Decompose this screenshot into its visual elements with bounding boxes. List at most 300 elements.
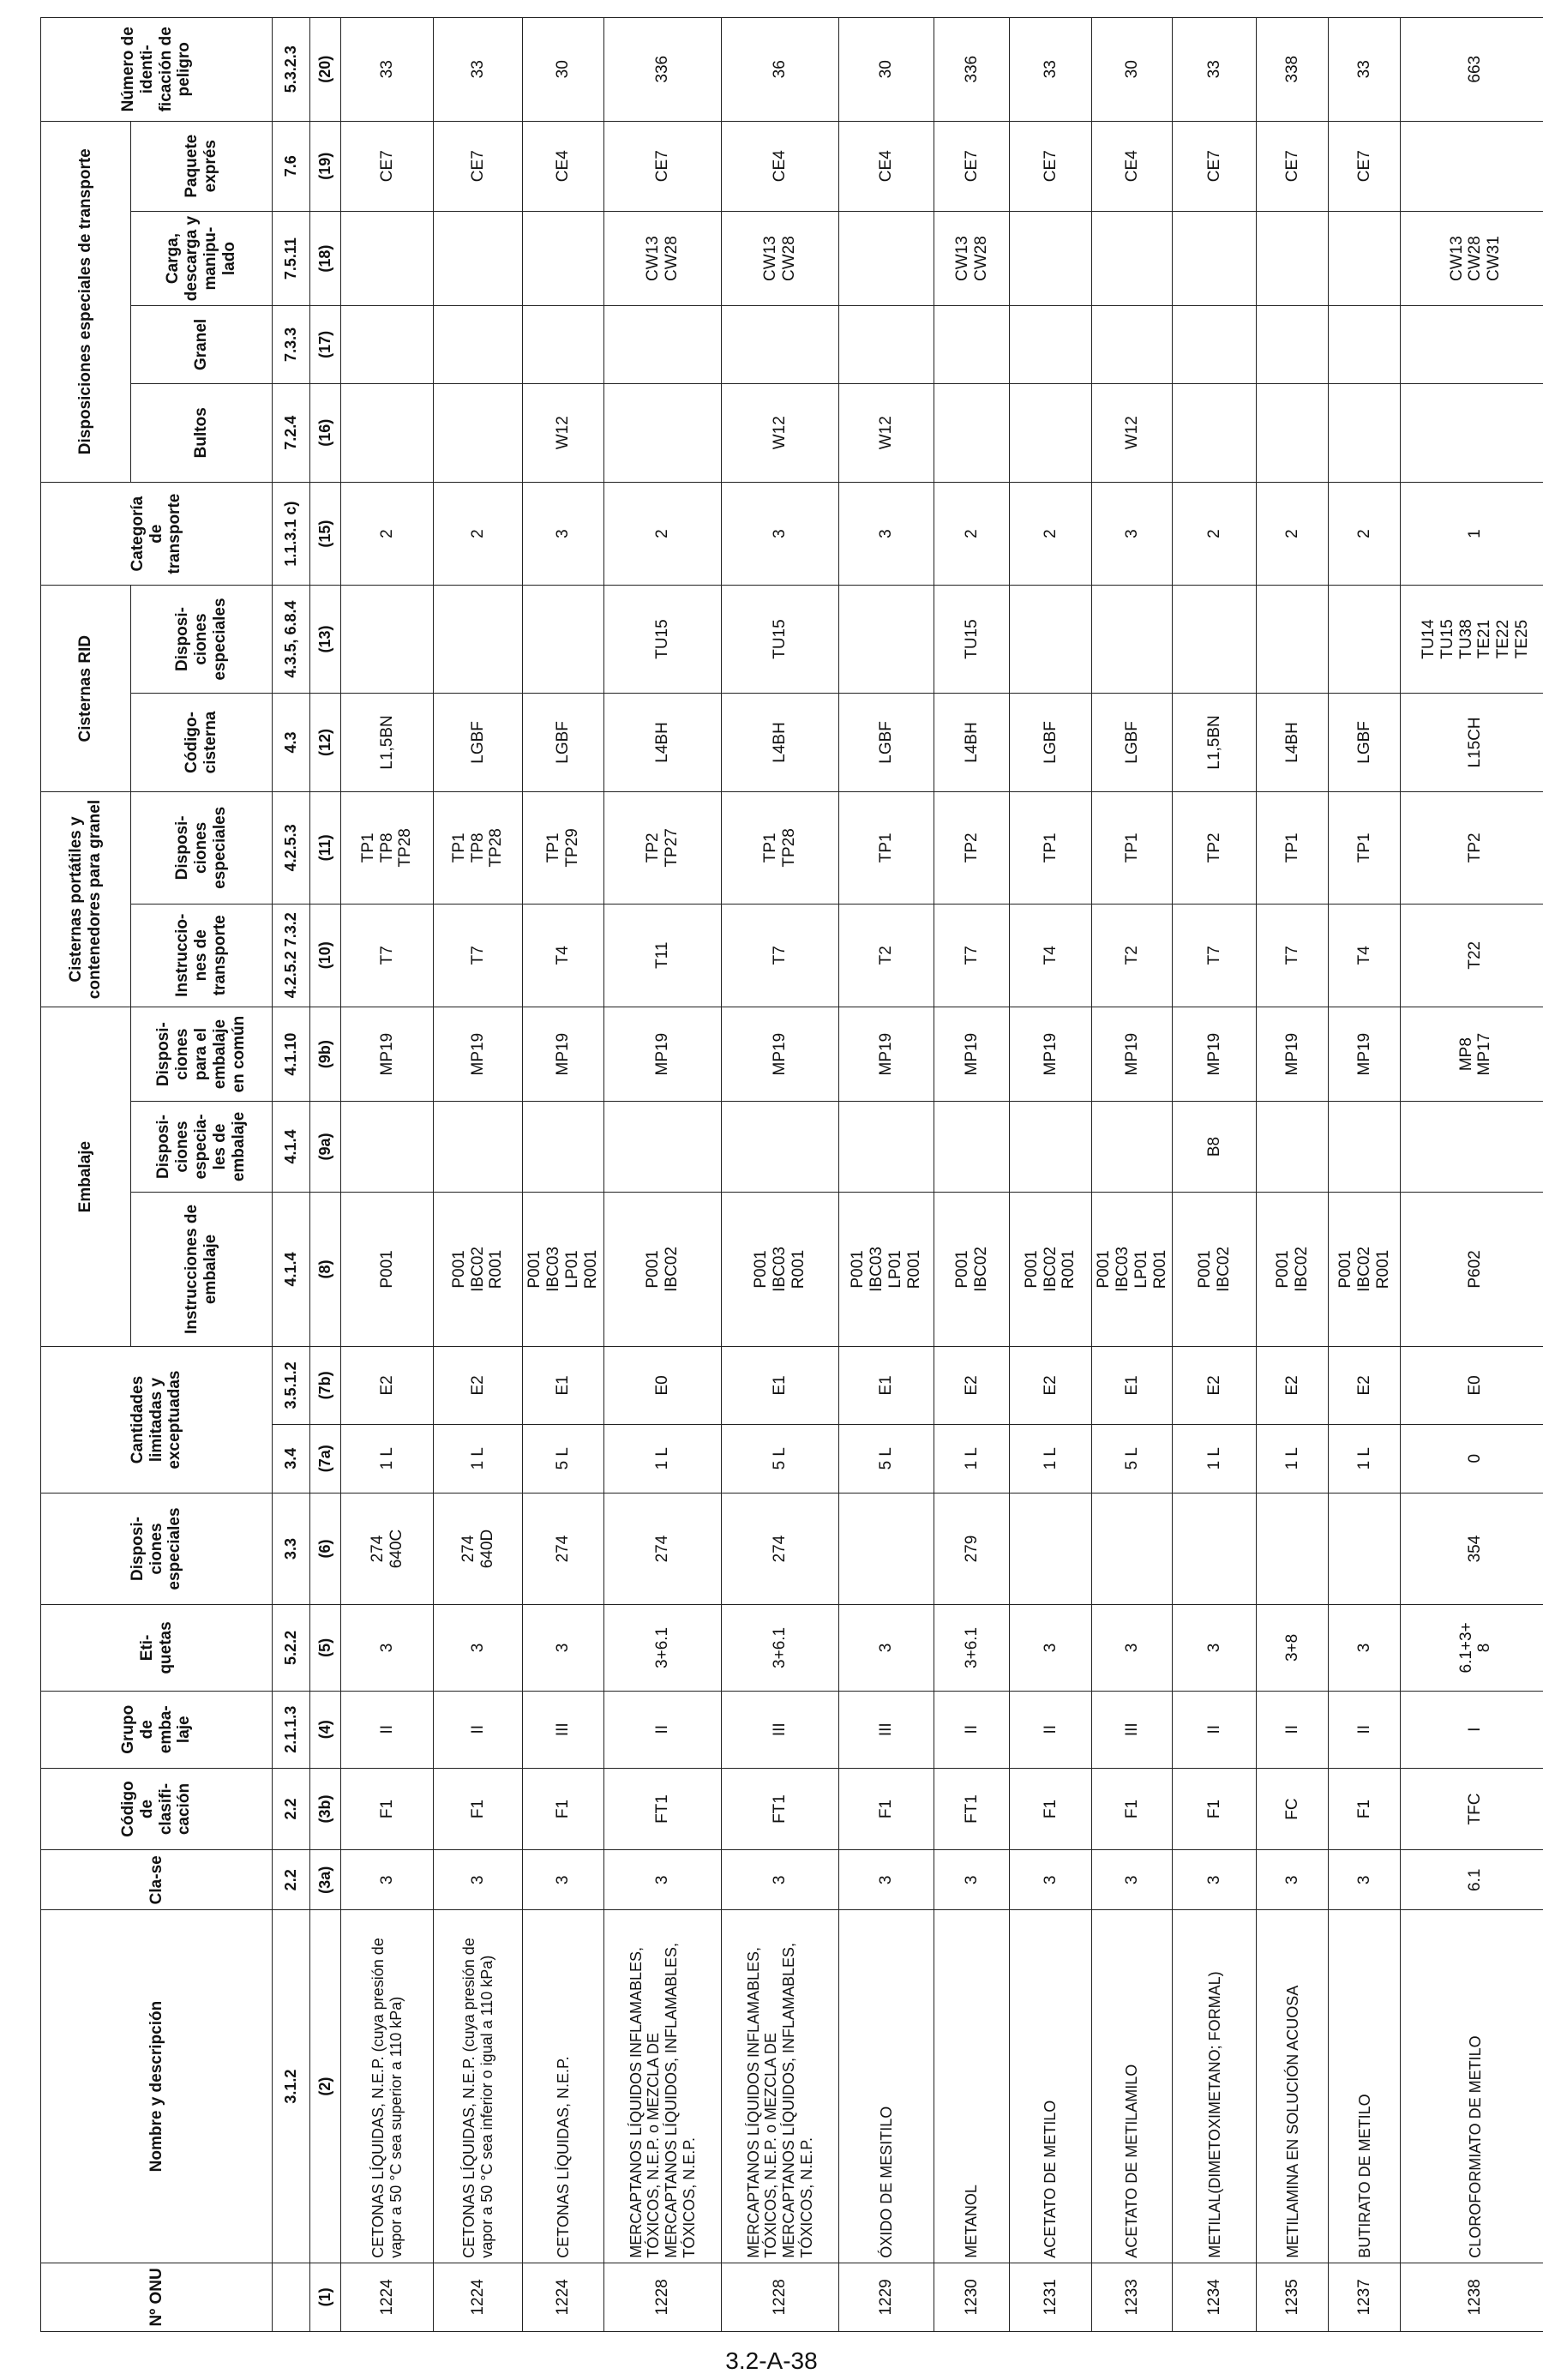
cell-sp — [1257, 1493, 1329, 1604]
ref-cell: 7.6 — [273, 121, 310, 211]
cell-bu — [434, 383, 523, 482]
cell-pp — [523, 1102, 604, 1192]
cell-ce: CE7 — [1257, 121, 1329, 211]
cell-gr — [934, 306, 1010, 383]
table-row — [722, 18, 839, 2332]
cell-eq: E1 — [839, 1347, 934, 1424]
cell-bu — [1173, 383, 1257, 482]
cell-pp — [341, 1102, 434, 1192]
cell-ce: CE4 — [1092, 121, 1173, 211]
cell-cw — [1257, 211, 1329, 305]
header-packing-group: Grupo de emba-laje — [41, 1691, 273, 1768]
cell-eq: E2 — [341, 1347, 434, 1424]
ref-cell: 3.5.1.2 — [273, 1347, 310, 1424]
column-number-cell: (15) — [310, 482, 341, 585]
cell-eq: E1 — [523, 1347, 604, 1424]
rotated-page — [40, 17, 1532, 2332]
column-number-cell: (19) — [310, 121, 341, 211]
header-mixed-packing: Disposi-ciones para el embalaje en común — [131, 1007, 273, 1101]
cell-cat: 2 — [1173, 482, 1257, 585]
ref-cell: 3.1.2 — [273, 1910, 310, 2263]
column-number-cell: (10) — [310, 904, 341, 1007]
cell-bu — [341, 383, 434, 482]
cell-rs — [523, 586, 604, 693]
cell-ce: CE7 — [1173, 121, 1257, 211]
cell-un: 1237 — [1329, 2263, 1401, 2331]
cell-lab: 3 — [1010, 1605, 1092, 1691]
cell-ti: T7 — [341, 904, 434, 1007]
cell-cls: 3 — [1010, 1850, 1092, 1910]
cell-pg: II — [1257, 1691, 1329, 1768]
ref-cell: 1.1.3.1 c) — [273, 482, 310, 585]
column-number-cell: (5) — [310, 1605, 341, 1691]
cell-hz: 663 — [1401, 18, 1543, 122]
header-portable-instructions: Instruccio-nes de transporte — [131, 904, 273, 1007]
table-row — [341, 18, 434, 2332]
cell-pg: II — [434, 1691, 523, 1768]
cell-code: FT1 — [722, 1768, 839, 1849]
ref-cell: 7.2.4 — [273, 383, 310, 482]
cell-tc: L4BH — [722, 693, 839, 791]
cell-name: METILAL(DIMETOXIMETANO; FORMAL) — [1173, 1910, 1257, 2263]
cell-un: 1224 — [523, 2263, 604, 2331]
cell-pp — [1329, 1102, 1401, 1192]
page-number: 3.2-A-38 — [725, 2347, 818, 2374]
cell-pi: P001 IBC02 R001 — [1329, 1192, 1401, 1347]
cell-pp — [1092, 1102, 1173, 1192]
cell-pi: P001 IBC02 R001 — [1010, 1192, 1092, 1347]
cell-lab: 3+6.1 — [934, 1605, 1010, 1691]
cell-sp: 274 — [722, 1493, 839, 1604]
cell-name: BUTIRATO DE METILO — [1329, 1910, 1401, 2263]
cell-lq: 5 L — [1092, 1424, 1173, 1493]
cell-gr — [1257, 306, 1329, 383]
table-row — [523, 18, 604, 2332]
column-number-cell: (2) — [310, 1910, 341, 2263]
cell-gr — [1092, 306, 1173, 383]
cell-ti: T7 — [434, 904, 523, 1007]
cell-cls: 3 — [1173, 1850, 1257, 1910]
table-row — [1010, 18, 1092, 2332]
table-row — [434, 18, 523, 2332]
cell-ce: CE7 — [341, 121, 434, 211]
cell-pp — [604, 1102, 722, 1192]
cell-ts: TP1 — [1329, 792, 1401, 904]
cell-mp: MP19 — [1010, 1007, 1092, 1101]
header-class: Cla-se — [41, 1850, 273, 1910]
cell-ts: TP2 TP27 — [604, 792, 722, 904]
ref-cell: 7.5.11 — [273, 211, 310, 305]
cell-pi: P001 — [341, 1192, 434, 1347]
column-number-cell: (11) — [310, 792, 341, 904]
ref-cell: 5.2.2 — [273, 1605, 310, 1691]
cell-pi: P602 — [1401, 1192, 1543, 1347]
cell-cat: 1 — [1401, 482, 1543, 585]
cell-cat: 3 — [722, 482, 839, 585]
cell-mp: MP19 — [1173, 1007, 1257, 1101]
cell-eq: E0 — [1401, 1347, 1543, 1424]
cell-mp: MP19 — [523, 1007, 604, 1101]
table-row — [839, 18, 934, 2332]
column-number-cell: (7b) — [310, 1347, 341, 1424]
cell-lq: 1 L — [1257, 1424, 1329, 1493]
cell-code: FT1 — [934, 1768, 1010, 1849]
cell-cls: 3 — [1329, 1850, 1401, 1910]
cell-lq: 1 L — [341, 1424, 434, 1493]
dangerous-goods-table — [40, 17, 1543, 2332]
cell-code: F1 — [839, 1768, 934, 1849]
cell-name: METILAMINA EN SOLUCIÓN ACUOSA — [1257, 1910, 1329, 2263]
cell-cat: 2 — [434, 482, 523, 585]
ref-cell: 3.4 — [273, 1424, 310, 1493]
cell-gr — [1173, 306, 1257, 383]
cell-ts: TP1 — [1092, 792, 1173, 904]
cell-ts: TP1 — [1010, 792, 1092, 904]
cell-un: 1230 — [934, 2263, 1010, 2331]
cell-name: MERCAPTANOS LÍQUIDOS INFLAMABLES, TÓXICOS, N.E.P. o MEZCLA DE MERCAPTANOS LÍQUIDOS, INFLAMABLES, TÓXICOS, N.E.P. — [604, 1910, 722, 2263]
cell-bu — [604, 383, 722, 482]
cell-cls: 3 — [839, 1850, 934, 1910]
cell-code: F1 — [1329, 1768, 1401, 1849]
cell-bu — [1401, 383, 1543, 482]
cell-hz: 30 — [1092, 18, 1173, 122]
cell-un: 1231 — [1010, 2263, 1092, 2331]
cell-mp: MP19 — [1329, 1007, 1401, 1101]
cell-pp — [839, 1102, 934, 1192]
ref-cell: 2.1.1.3 — [273, 1691, 310, 1768]
cell-mp: MP19 — [722, 1007, 839, 1101]
ref-cell: 4.1.10 — [273, 1007, 310, 1101]
cell-pp — [722, 1102, 839, 1192]
ref-cell: 4.2.5.2 7.3.2 — [273, 904, 310, 1007]
cell-cw — [1173, 211, 1257, 305]
header-packaging: Embalaje — [41, 1007, 131, 1346]
cell-un: 1229 — [839, 2263, 934, 2331]
cell-cw: CW13 CW28 — [934, 211, 1010, 305]
cell-tc: L4BH — [1257, 693, 1329, 791]
cell-mp: MP19 — [839, 1007, 934, 1101]
cell-hz: 33 — [434, 18, 523, 122]
cell-pi: P001 IBC03 LP01 R001 — [1092, 1192, 1173, 1347]
cell-cat: 3 — [839, 482, 934, 585]
cell-tc: L4BH — [934, 693, 1010, 791]
cell-cls: 3 — [1257, 1850, 1329, 1910]
cell-lq: 1 L — [1173, 1424, 1257, 1493]
cell-eq: E2 — [1257, 1347, 1329, 1424]
cell-bu: W12 — [722, 383, 839, 482]
cell-mp: MP19 — [1257, 1007, 1329, 1101]
cell-hz: 336 — [604, 18, 722, 122]
cell-ts: TP1 TP8 TP28 — [434, 792, 523, 904]
cell-name: CLOROFORMIATO DE METILO — [1401, 1910, 1543, 2263]
header-bulk: Granel — [131, 306, 273, 383]
cell-pg: II — [1010, 1691, 1092, 1768]
column-number-cell: (9b) — [310, 1007, 341, 1101]
cell-cw — [434, 211, 523, 305]
cell-pg: III — [523, 1691, 604, 1768]
header-limited-quantities: Cantidades limitadas y exceptuadas — [41, 1347, 273, 1494]
header-packing-instructions: Instrucciones de embalaje — [131, 1192, 273, 1347]
cell-pg: II — [1329, 1691, 1401, 1768]
cell-pp — [934, 1102, 1010, 1192]
cell-tc: LGBF — [1329, 693, 1401, 791]
cell-hz: 336 — [934, 18, 1010, 122]
cell-ti: T7 — [1173, 904, 1257, 1007]
cell-un: 1228 — [604, 2263, 722, 2331]
column-number-row — [310, 18, 341, 2332]
cell-cat: 2 — [1010, 482, 1092, 585]
header-rid-tanks: Cisternas RID — [41, 586, 131, 792]
cell-pg: II — [604, 1691, 722, 1768]
cell-cat: 2 — [604, 482, 722, 585]
ref-cell: 5.3.2.3 — [273, 18, 310, 122]
cell-hz: 30 — [523, 18, 604, 122]
cell-rs — [434, 586, 523, 693]
header-tank-code: Código-cisterna — [131, 693, 273, 791]
cell-mp: MP19 — [341, 1007, 434, 1101]
table-row — [934, 18, 1010, 2332]
cell-ti: T7 — [934, 904, 1010, 1007]
cell-hz: 30 — [839, 18, 934, 122]
cell-cw — [1329, 211, 1401, 305]
cell-cw — [1092, 211, 1173, 305]
cell-sp — [1010, 1493, 1092, 1604]
cell-tc: L1,5BN — [1173, 693, 1257, 791]
cell-name: MERCAPTANOS LÍQUIDOS INFLAMABLES, TÓXICOS, N.E.P. o MEZCLA DE MERCAPTANOS LÍQUIDOS, INFLAMABLES, TÓXICOS, N.E.P. — [722, 1910, 839, 2263]
cell-gr — [523, 306, 604, 383]
cell-mp: MP19 — [1092, 1007, 1173, 1101]
cell-eq: E2 — [934, 1347, 1010, 1424]
cell-cat: 3 — [523, 482, 604, 585]
cell-ce — [1401, 121, 1543, 211]
cell-ce: CE7 — [1329, 121, 1401, 211]
table-row — [1257, 18, 1329, 2332]
cell-cls: 3 — [341, 1850, 434, 1910]
cell-sp — [1329, 1493, 1401, 1604]
cell-mp: MP19 — [604, 1007, 722, 1101]
ref-cell: 7.3.3 — [273, 306, 310, 383]
cell-tc: L1,5BN — [341, 693, 434, 791]
cell-tc: L15CH — [1401, 693, 1543, 791]
cell-name: CETONAS LÍQUIDAS, N.E.P. — [523, 1910, 604, 2263]
cell-ce: CE7 — [604, 121, 722, 211]
cell-mp: MP19 — [934, 1007, 1010, 1101]
cell-ti: T7 — [1257, 904, 1329, 1007]
cell-bu — [1010, 383, 1092, 482]
header-labels: Eti-quetas — [41, 1605, 273, 1691]
cell-sp: 279 — [934, 1493, 1010, 1604]
column-number-cell: (16) — [310, 383, 341, 482]
cell-cw — [1010, 211, 1092, 305]
cell-pi: P001 IBC02 — [934, 1192, 1010, 1347]
cell-eq: E0 — [604, 1347, 722, 1424]
cell-ti: T4 — [1010, 904, 1092, 1007]
cell-eq: E1 — [1092, 1347, 1173, 1424]
cell-mp: MP19 — [434, 1007, 523, 1101]
cell-gr — [434, 306, 523, 383]
table-row — [604, 18, 722, 2332]
cell-cls: 3 — [1092, 1850, 1173, 1910]
cell-lab: 3+6.1 — [722, 1605, 839, 1691]
cell-lab: 3 — [1329, 1605, 1401, 1691]
column-number-cell: (20) — [310, 18, 341, 122]
column-number-cell: (8) — [310, 1192, 341, 1347]
cell-lq: 5 L — [722, 1424, 839, 1493]
header-un-no: Nº ONU — [41, 2263, 273, 2331]
ref-cell: 4.3 — [273, 693, 310, 791]
cell-sp: 274 640D — [434, 1493, 523, 1604]
cell-hz: 33 — [1329, 18, 1401, 122]
cell-rs — [839, 586, 934, 693]
cell-name: METANOL — [934, 1910, 1010, 2263]
cell-cw: CW13 CW28 — [722, 211, 839, 305]
cell-lab: 3 — [434, 1605, 523, 1691]
cell-cat: 2 — [341, 482, 434, 585]
cell-lq: 1 L — [934, 1424, 1010, 1493]
ref-cell: 4.1.4 — [273, 1102, 310, 1192]
column-number-cell: (3b) — [310, 1768, 341, 1849]
cell-code: F1 — [1010, 1768, 1092, 1849]
cell-un: 1238 — [1401, 2263, 1543, 2331]
cell-code: FT1 — [604, 1768, 722, 1849]
cell-ti: T4 — [523, 904, 604, 1007]
cell-ts: TP1 TP8 TP28 — [341, 792, 434, 904]
cell-bu: W12 — [839, 383, 934, 482]
cell-rs — [1092, 586, 1173, 693]
cell-tc: LGBF — [523, 693, 604, 791]
cell-name: ACETATO DE METILAMILO — [1092, 1910, 1173, 2263]
cell-rs — [1329, 586, 1401, 693]
cell-pi: P001 IBC02 — [1257, 1192, 1329, 1347]
cell-ce: CE7 — [1010, 121, 1092, 211]
column-number-cell: (1) — [310, 2263, 341, 2331]
cell-rs — [1010, 586, 1092, 693]
table-row — [1401, 18, 1543, 2332]
cell-pg: III — [722, 1691, 839, 1768]
header-packing-special: Disposi-ciones especia-les de embalaje — [131, 1102, 273, 1192]
cell-lab: 3+6.1 — [604, 1605, 722, 1691]
cell-gr — [1010, 306, 1092, 383]
cell-cls: 3 — [434, 1850, 523, 1910]
ref-cell: 2.2 — [273, 1850, 310, 1910]
header-portable-tanks: Cisternas portátiles y contenedores para granel — [41, 792, 131, 1007]
cell-ce: CE7 — [434, 121, 523, 211]
cell-cls: 6.1 — [1401, 1850, 1543, 1910]
cell-sp: 354 — [1401, 1493, 1543, 1604]
cell-name: ACETATO DE METILO — [1010, 1910, 1092, 2263]
cell-gr — [1329, 306, 1401, 383]
cell-pg: II — [341, 1691, 434, 1768]
ref-cell: 4.3.5, 6.8.4 — [273, 586, 310, 693]
cell-ti: T22 — [1401, 904, 1543, 1007]
cell-pg: II — [1173, 1691, 1257, 1768]
cell-ti: T11 — [604, 904, 722, 1007]
cell-pi: P001 IBC02 — [1173, 1192, 1257, 1347]
cell-code: FC — [1257, 1768, 1329, 1849]
cell-hz: 33 — [1010, 18, 1092, 122]
column-number-cell: (9a) — [310, 1102, 341, 1192]
ref-cell: 4.2.5.3 — [273, 792, 310, 904]
cell-ce: CE4 — [722, 121, 839, 211]
cell-sp — [1092, 1493, 1173, 1604]
cell-name: CETONAS LÍQUIDAS, N.E.P. (cuya presión de vapor a 50 °C sea superior a 110 kPa) — [341, 1910, 434, 2263]
cell-ts: TP1 — [839, 792, 934, 904]
cell-rs — [1173, 586, 1257, 693]
cell-cw: CW13 CW28 — [604, 211, 722, 305]
cell-lq: 1 L — [434, 1424, 523, 1493]
cell-pi: P001 IBC03 LP01 R001 — [839, 1192, 934, 1347]
cell-rs — [1257, 586, 1329, 693]
cell-lab: 3 — [839, 1605, 934, 1691]
cell-bu — [1257, 383, 1329, 482]
cell-ts: TP1 TP28 — [722, 792, 839, 904]
cell-tc: LGBF — [1092, 693, 1173, 791]
table-body — [273, 18, 1543, 2332]
cell-gr — [722, 306, 839, 383]
cell-lab: 3 — [1092, 1605, 1173, 1691]
ref-cell: 2.2 — [273, 1768, 310, 1849]
cell-hz: 338 — [1257, 18, 1329, 122]
cell-code: F1 — [341, 1768, 434, 1849]
cell-sp: 274 640C — [341, 1493, 434, 1604]
cell-pi: P001 IBC02 — [604, 1192, 722, 1347]
header-row-1 — [41, 18, 131, 2332]
cell-lab: 3 — [523, 1605, 604, 1691]
cell-lab: 3 — [341, 1605, 434, 1691]
cell-rs: TU15 — [934, 586, 1010, 693]
cell-pp: B8 — [1173, 1102, 1257, 1192]
cell-pp — [434, 1102, 523, 1192]
cell-rs — [341, 586, 434, 693]
cell-sp: 274 — [604, 1493, 722, 1604]
cell-pg: III — [1092, 1691, 1173, 1768]
cell-eq: E1 — [722, 1347, 839, 1424]
table-row — [1329, 18, 1401, 2332]
cell-ts: TP2 — [934, 792, 1010, 904]
cell-gr — [1401, 306, 1543, 383]
cell-ce: CE4 — [839, 121, 934, 211]
cell-pi: P001 IBC03 LP01 R001 — [523, 1192, 604, 1347]
cell-sp: 274 — [523, 1493, 604, 1604]
cell-code: F1 — [1173, 1768, 1257, 1849]
cell-name: ÓXIDO DE MESITILO — [839, 1910, 934, 2263]
cell-pp — [1257, 1102, 1329, 1192]
cell-ce: CE7 — [934, 121, 1010, 211]
reference-row — [273, 18, 310, 2332]
cell-lab: 3 — [1173, 1605, 1257, 1691]
cell-cat: 3 — [1092, 482, 1173, 585]
header-transport-category: Categoría de transporte — [41, 482, 273, 585]
cell-pp — [1010, 1102, 1092, 1192]
cell-cls: 3 — [722, 1850, 839, 1910]
cell-cat: 2 — [934, 482, 1010, 585]
cell-eq: E2 — [434, 1347, 523, 1424]
column-number-cell: (18) — [310, 211, 341, 305]
column-number-cell: (3a) — [310, 1850, 341, 1910]
cell-ti: T4 — [1329, 904, 1401, 1007]
header-special-transport: Disposiciones especiales de transporte — [41, 121, 131, 482]
cell-hz: 33 — [1173, 18, 1257, 122]
ref-cell: 3.3 — [273, 1493, 310, 1604]
cell-eq: E2 — [1329, 1347, 1401, 1424]
ref-cell — [273, 2263, 310, 2331]
header-express: Paquete exprés — [131, 121, 273, 211]
cell-lq: 0 — [1401, 1424, 1543, 1493]
cell-cw — [839, 211, 934, 305]
header-special-provisions: Disposi-ciones especiales — [41, 1493, 273, 1604]
cell-pp — [1401, 1102, 1543, 1192]
header-portable-special: Disposi-ciones especiales — [131, 792, 273, 904]
